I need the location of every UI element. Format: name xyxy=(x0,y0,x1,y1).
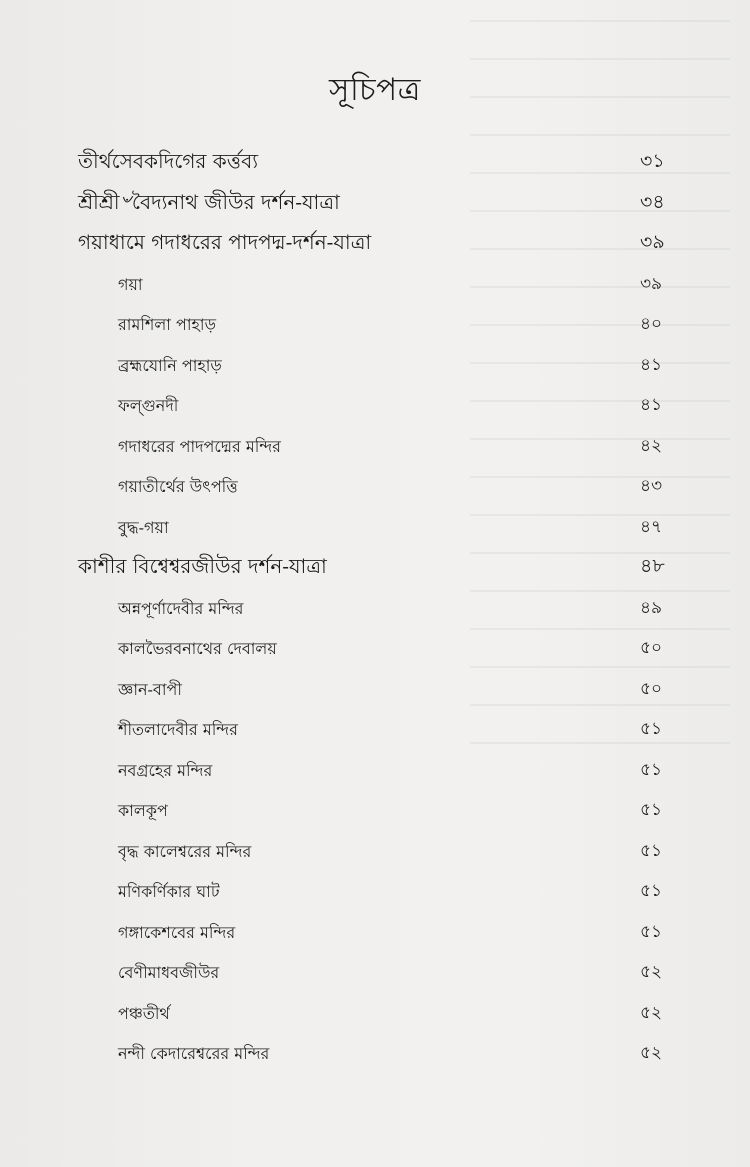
toc-entry-page: ৩৪ xyxy=(640,190,665,213)
page-title: সূচিপত্র xyxy=(329,72,421,108)
toc-entry-label: মণিকর্ণিকার ঘাট xyxy=(118,882,220,901)
toc-entry-page: ৫০ xyxy=(640,678,663,699)
toc-subentry xyxy=(0,795,750,836)
toc-entry-label: গয়াতীর্থের উৎপত্তি xyxy=(118,477,238,496)
toc-entry-page: ৫১ xyxy=(640,719,663,739)
toc-entry-page: ৩৯ xyxy=(640,273,663,294)
toc-entry-label: কালভৈরবনাথের দেবালয় xyxy=(118,639,277,658)
toc-subentry xyxy=(0,1038,750,1079)
toc-entry xyxy=(0,552,750,593)
toc-entry-label: বৃদ্ধ কালেশ্বরের মন্দির xyxy=(118,841,252,861)
toc-subentry xyxy=(0,876,750,917)
toc-entry-page: ৫১ xyxy=(640,840,663,861)
toc-entry-page: ৫২ xyxy=(640,1002,663,1023)
toc-subentry xyxy=(0,957,750,998)
toc-entry-label: রামশিলা পাহাড় xyxy=(118,315,216,334)
toc-subentry xyxy=(0,269,750,310)
toc-entry-label: জ্ঞান-বাপী xyxy=(118,679,182,699)
toc-entry-label: ব্রহ্মযোনি পাহাড় xyxy=(118,355,222,375)
toc-entry-page: ৪১ xyxy=(640,354,663,375)
toc-entry xyxy=(0,188,750,229)
toc-subentry xyxy=(0,755,750,796)
toc-subentry xyxy=(0,917,750,958)
toc-entry-label: অন্নপূর্ণাদেবীর মন্দির xyxy=(118,598,244,618)
toc-entry-page: ৪০ xyxy=(640,314,663,334)
toc-entry-page: ৫২ xyxy=(640,962,663,982)
toc-entry-page: ৪২ xyxy=(640,435,663,456)
toc-subentry xyxy=(0,471,750,512)
toc-entry-page: ৪১ xyxy=(640,395,663,415)
toc-entry-label: কাশীর বিশ্বেশ্বরজীউর দর্শন-যাত্রা xyxy=(78,554,327,578)
table-of-contents xyxy=(0,147,750,1079)
toc-subentry xyxy=(0,998,750,1039)
toc-entry-page: ৪৯ xyxy=(640,597,663,618)
toc-entry-label: পঞ্চতীর্থ xyxy=(118,1003,170,1023)
toc-entry-label: গদাধরের পাদপদ্মের মন্দির xyxy=(118,436,281,456)
toc-entry-label: তীর্থসেবকদিগের কর্ত্তব্য xyxy=(78,149,259,173)
toc-entry-label: গয়া xyxy=(118,274,143,294)
toc-entry-page: ৪৮ xyxy=(640,555,665,577)
toc-entry-label: শ্রীশ্রী৺বৈদ্যনাথ জীউর দর্শন-যাত্রা xyxy=(78,189,340,214)
toc-entry-label: বেণীমাধবজীউর xyxy=(118,963,220,982)
toc-subentry xyxy=(0,390,750,431)
toc-subentry xyxy=(0,674,750,715)
toc-entry-page: ৪৭ xyxy=(640,516,663,537)
toc-entry-page: ৩৯ xyxy=(640,231,665,253)
toc-entry-label: ফল্গুনদী xyxy=(118,396,179,415)
toc-entry-label: বুদ্ধ-গয়া xyxy=(118,517,169,537)
toc-subentry xyxy=(0,714,750,755)
toc-subentry xyxy=(0,309,750,350)
toc-subentry xyxy=(0,350,750,391)
toc-entry-page: ৫১ xyxy=(640,881,663,901)
toc-subentry xyxy=(0,593,750,634)
toc-entry-page: ৫২ xyxy=(640,1043,663,1063)
toc-subentry xyxy=(0,431,750,472)
toc-entry-page: ৫১ xyxy=(640,800,663,820)
toc-entry-page: ৩১ xyxy=(640,150,665,172)
toc-entry-page: ৫১ xyxy=(640,759,663,780)
toc-entry-page: ৫০ xyxy=(640,638,663,658)
toc-subentry xyxy=(0,633,750,674)
toc-entry-label: গয়াধামে গদাধরের পাদপদ্ম-দর্শন-যাত্রা xyxy=(78,230,372,254)
toc-subentry xyxy=(0,836,750,877)
toc-entry-label: গঙ্গাকেশবের মন্দির xyxy=(118,922,236,942)
toc-entry-page: ৪৩ xyxy=(640,476,663,496)
toc-entry xyxy=(0,228,750,269)
toc-entry-label: কালকূপ xyxy=(118,801,168,820)
toc-entry-page: ৫১ xyxy=(640,921,663,942)
toc-entry-label: নন্দী কেদারেশ্বরের মন্দির xyxy=(118,1044,270,1063)
toc-entry-label: শীতলাদেবীর মন্দির xyxy=(118,720,238,739)
toc-entry-label: নবগ্রহের মন্দির xyxy=(118,760,213,780)
toc-entry xyxy=(0,147,750,188)
toc-subentry xyxy=(0,512,750,553)
